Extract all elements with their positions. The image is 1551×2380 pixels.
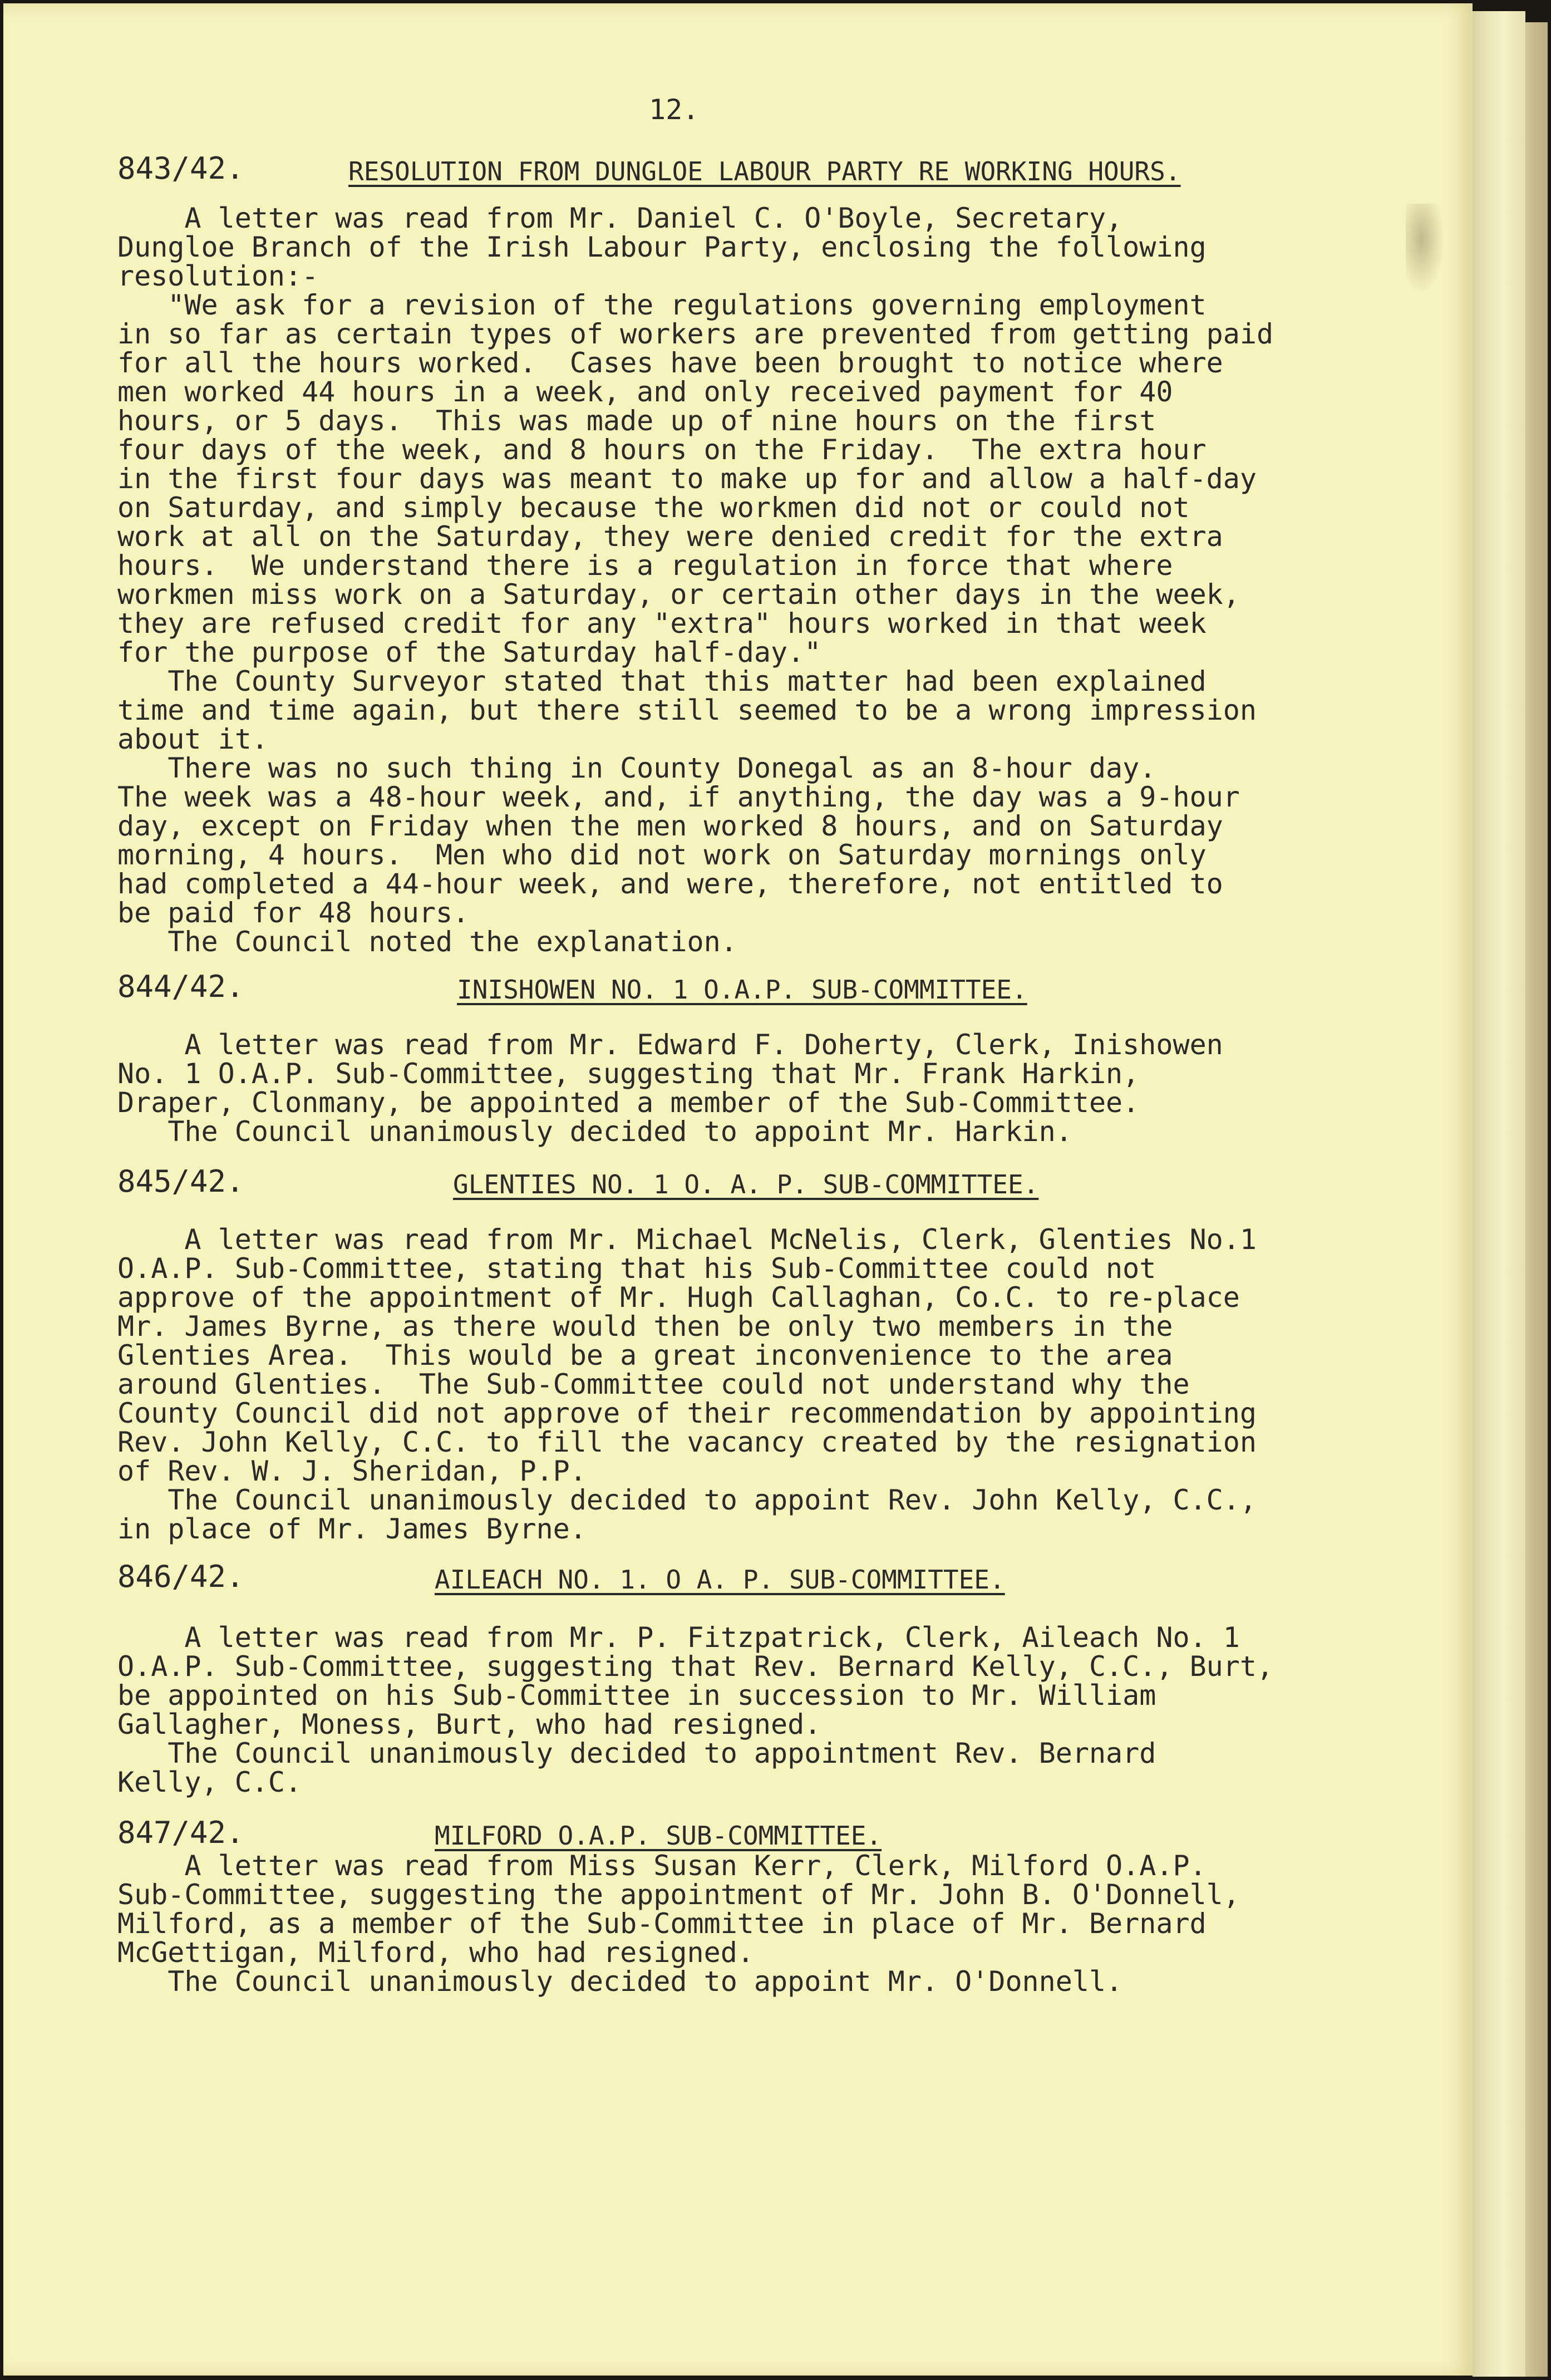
entry-heading: RESOLUTION FROM DUNGLOE LABOUR PARTY RE WORKING HOURS. [348, 156, 1181, 186]
entry-number: 844/42. [117, 969, 244, 1004]
entry-number: 845/42. [117, 1164, 244, 1199]
entry-heading: AILEACH NO. 1. O A. P. SUB-COMMITTEE. [435, 1565, 1005, 1595]
entry-heading: MILFORD O.A.P. SUB-COMMITTEE. [435, 1821, 882, 1851]
entry-body: A letter was read from Mr. P. Fitzpatrick, Clerk, Aileach No. 1 O.A.P. Sub-Committee, suggesting that Rev. Bernard Kelly, C.C., Burt, be appointed on his Sub-Committee in succession to Mr. William Gallagher, Moness, Burt, who had resigned. The Council unanimously decided to appointment Rev. Bernard Kelly, C.C. [117, 1621, 1274, 1798]
entry-number: 846/42. [117, 1559, 244, 1594]
entry-number: 847/42. [117, 1815, 244, 1850]
entry-heading: INISHOWEN NO. 1 O.A.P. SUB-COMMITTEE. [457, 975, 1027, 1005]
entry-body: A letter was read from Mr. Michael McNelis, Clerk, Glenties No.1 O.A.P. Sub-Committee, stating that his Sub-Committee could not approve of the appointment of Mr. Hugh Callaghan, Co.C. to re-place Mr. James Byrne, as there would then be only two members in the Glenties Area. This would be a great inconvenience to the area around Glenties. The Sub-Committee could not understand why the County Council did not approve of their recommendation by appointing Rev. John Kelly, C.C. to fill the vacancy created by the resignation of Rev. W. J. Sheridan, P.P. The Council unanimously decided to appoint Rev. John Kelly, C.C., in place of Mr. James Byrne. [117, 1223, 1257, 1545]
entry-body: A letter was read from Mr. Daniel C. O'Boyle, Secretary, Dungloe Branch of the Irish Labour Party, enclosing the following resolution:- "We ask for a revision of the regulations governing employment in so far as certain types of workers are prevented from getting paid for all the hours worked. Cases have been brought to notice where men worked 44 hours in a week, and only received payment for 40 hours, or 5 days. This was made up of nine hours on the first four days of the week, and 8 hours on the Friday. The extra hour in the first four days was meant to make up for and allow a half-day on Saturday, and simply because the workmen did not or could not work at all on the Saturday, they were denied credit for the extra hours. We understand there is a regulation in force that where workmen miss work on a Saturday, or certain other days in the week, they are refused credit for any "extra" hours worked in that week for the purpose of the Saturday half-day." The County Surveyor stated that this matter had been explained time and time again, but there still seemed to be a wrong impression about it. There was no such thing in County Donegal as an 8-hour day. The week was a 48-hour week, and, if anything, the day was a 9-hour day, except on Friday when the men worked 8 hours, and on Saturday morning, 4 hours. Men who did not work on Saturday mornings only had completed a 44-hour week, and were, therefore, not entitled to be paid for 48 hours. The Council noted the explanation. [117, 202, 1274, 958]
entry-heading: GLENTIES NO. 1 O. A. P. SUB-COMMITTEE. [453, 1169, 1039, 1199]
binding-edge [1525, 22, 1548, 2377]
page-number: 12. [649, 94, 700, 126]
page-edge [1473, 11, 1525, 2377]
entry-body: A letter was read from Mr. Edward F. Doherty, Clerk, Inishowen No. 1 O.A.P. Sub-Committee, suggesting that Mr. Frank Harkin, Draper, Clonmany, be appointed a member of the Sub-Committee. The Council unanimously decided to appoint Mr. Harkin. [117, 1029, 1223, 1148]
ink-blemish [1406, 204, 1445, 293]
document-page [3, 3, 1473, 2376]
entry-body: A letter was read from Miss Susan Kerr, Clerk, Milford O.A.P. Sub-Committee, suggesting the appointment of Mr. John B. O'Donnell, Milford, as a member of the Sub-Committee in place of Mr. Bernard McGettigan, Milford, who had resigned. The Council unanimously decided to appoint Mr. O'Donnell. [117, 1850, 1240, 1998]
entry-number: 843/42. [117, 151, 244, 186]
